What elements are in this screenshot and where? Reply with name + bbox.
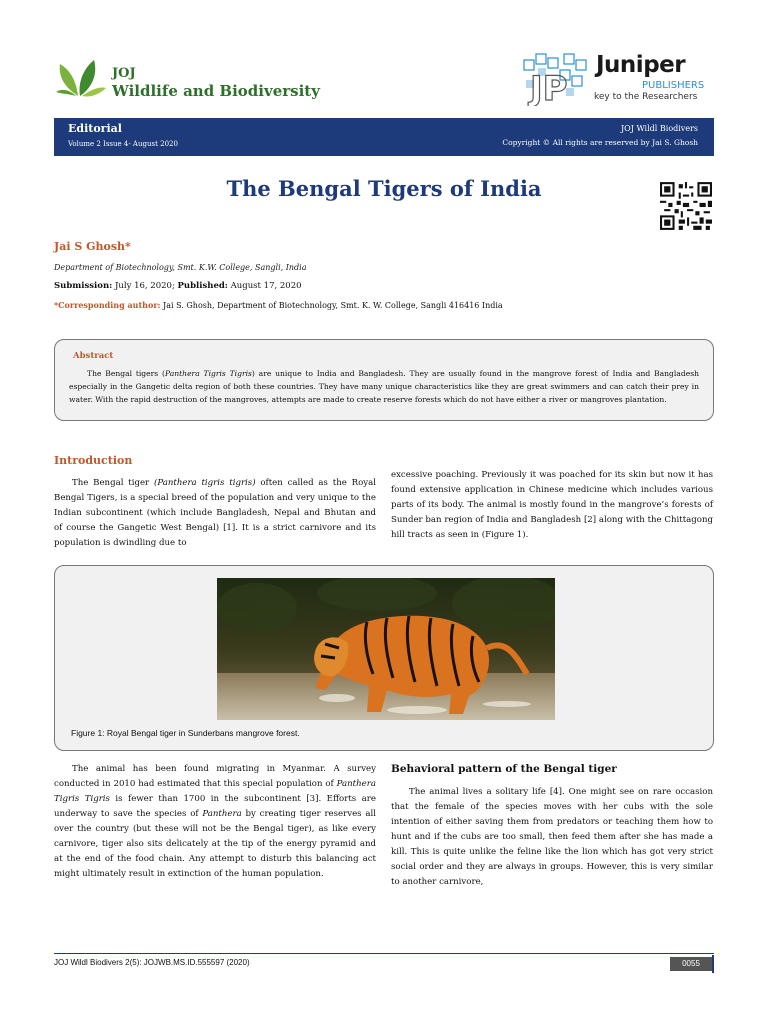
intro-paragraph-right: excessive poaching. Previously it was poached for its skin but now it has found extensive application in Chinese medicine which includes various parts of its body. The animal is mostly found in the mangrove’s forests of Sunder ban region of India and Bangladesh [2] along with the Chittagong hill tracts as seen in (Figure 1).	[391, 470, 713, 540]
body-genus-name: Panthera	[202, 809, 242, 819]
abstract-text-part: The Bengal tigers (	[87, 369, 165, 378]
intro-text-b: often called as the Royal Bengal Tigers, is a special breed of the population and very unique to the Indian subcontinent (which include Bangladesh, Nepal and Bhutan and of course the Gangetic West Bengal) [1]. It is a strict carnivore and its population is dwindling due to	[54, 478, 377, 548]
footer-citation: JOJ Wildl Biodivers 2(5): JOJWB.MS.ID.555597 (2020)	[54, 958, 250, 967]
tiger-photo	[217, 578, 555, 720]
behavior-paragraph: The animal lives a solitary life [4]. One might see on rare occasion that the female of the species moves with her cubs with the sole intention of either saving them from predators or teaching them how to hunt and if the cubs are too small, then feed them after she has made a kill. This is quite unlike the feline like the lion which has got very strict social order and they are always in groups. However, this is very similar to another carnivore,	[391, 787, 713, 887]
corresponding-author	[54, 300, 503, 310]
intro-text-a: The Bengal tiger	[72, 478, 154, 488]
submission-label: Submission:	[54, 281, 113, 291]
author-name: Jai S Ghosh*	[54, 240, 131, 253]
publisher-name: Juniper	[596, 52, 686, 78]
abstract-heading: Abstract	[73, 351, 114, 361]
page-number: 0055	[670, 957, 712, 971]
published-label: Published:	[177, 281, 228, 291]
body-text-b: is fewer than 1700 in the subcontinent [3]. Efforts are underway to save the species of	[54, 794, 376, 819]
abstract-species-name: Panthera Tigris Tigris	[164, 369, 252, 378]
published-date: August 17, 2020	[230, 281, 302, 291]
page-number-accent	[712, 955, 714, 973]
figure-caption: Figure 1: Royal Bengal tiger in Sunderbans mangrove forest.	[71, 728, 300, 738]
copyright-notice: Copyright © All rights are reserved by Jai S. Ghosh	[502, 138, 698, 147]
volume-issue: Volume 2 Issue 4- August 2020	[68, 140, 178, 148]
publisher-logo	[520, 50, 720, 106]
article-type: Editorial	[68, 122, 122, 135]
abstract-text	[69, 367, 699, 406]
article-title: The Bengal Tigers of India	[226, 176, 542, 201]
publisher-subtitle: PUBLISHERS	[642, 80, 705, 91]
journal-name: Wildlife and Biodiversity	[112, 82, 320, 100]
intro-species-name: (Panthera tigris tigris)	[153, 478, 256, 488]
intro-paragraph-left	[54, 476, 376, 551]
svg-text:JP: JP	[530, 69, 568, 106]
corresponding-text: Jai S. Ghosh, Department of Biotechnology, Smt. K. W. College, Sangli 416416 India	[163, 301, 503, 310]
abstract-box	[54, 339, 714, 421]
abstract-text-rest: ) are unique to India and Bangladesh. They are usually found in the mangrove forest of India and Bangladesh especially in the Gangetic delta region of both these countries. They have many unique characteristics like they are great swimmers and can catch their prey in water. With the rapid destruction of the mangroves, attempts are made to create reserve forests which do not have either a river or mangroves plantation.	[69, 369, 699, 404]
leaf-icon	[56, 58, 108, 98]
body-species-name: Panthera Tigris Tigris	[54, 779, 376, 804]
body-text-a: The animal has been found migrating in Myanmar. A survey conducted in 2010 had estimated that this special population of	[54, 764, 376, 789]
body-text-c: by creating tiger reserves all over the country (but these will not be the Bengal tiger), as like every carnivore, tiger also sits delicately at the tip of the energy pyramid and at the end of the food chain. Any attempt to disturb this balancing act might ultimately result in extinction of the human population.	[54, 809, 376, 879]
journal-abbrev: JOJ	[112, 66, 136, 81]
introduction-heading: Introduction	[54, 454, 133, 467]
submission-date: July 16, 2020;	[114, 281, 175, 291]
publisher-mark-icon	[520, 50, 592, 106]
footer-divider	[54, 953, 714, 954]
corresponding-label: *Corresponding author:	[54, 300, 161, 310]
journal-logo	[56, 58, 336, 104]
body-paragraph-left	[54, 762, 376, 882]
author-affiliation: Department of Biotechnology, Smt. K.W. College, Sangli, India	[54, 263, 307, 272]
article-banner	[54, 118, 714, 156]
article-dates	[54, 281, 302, 291]
journal-short-name: JOJ Wildl Biodivers	[620, 124, 698, 133]
publisher-tagline: key to the Researchers	[594, 92, 698, 102]
qr-code[interactable]	[660, 182, 712, 230]
behavior-heading: Behavioral pattern of the Bengal tiger	[391, 763, 617, 775]
figure-1	[54, 565, 714, 751]
